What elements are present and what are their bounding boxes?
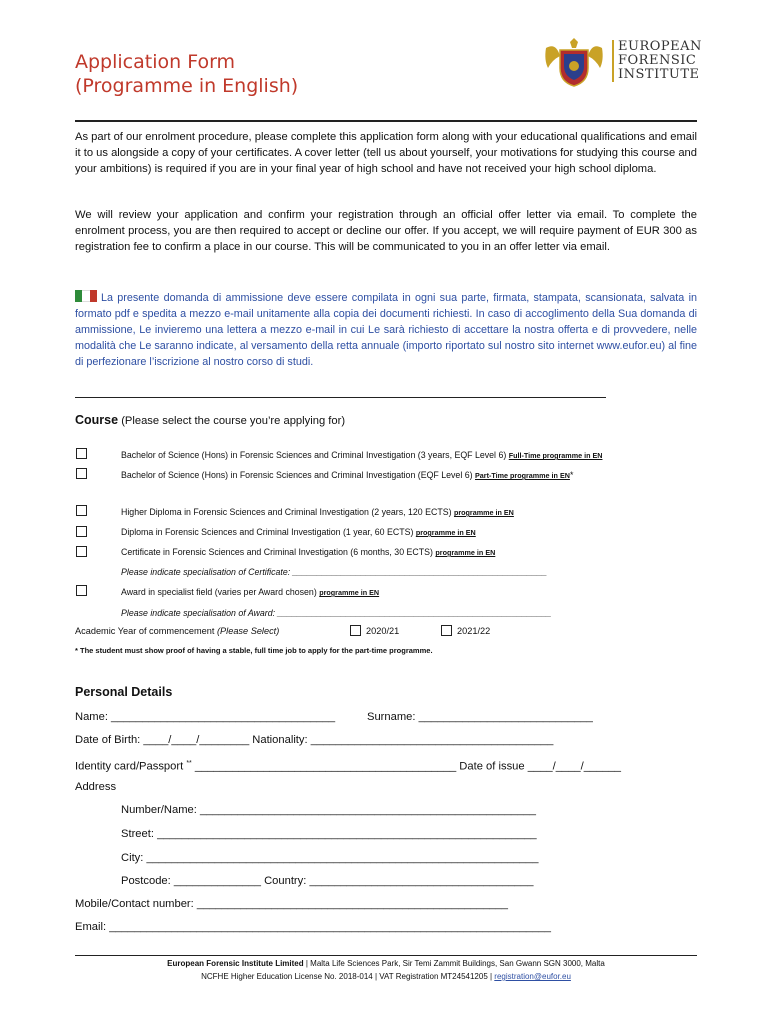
course-option-2 — [121, 469, 573, 482]
institute-logo — [542, 38, 700, 90]
course-option-3-tag: programme in EN — [453, 508, 514, 517]
year-2020-label: 2020/21 — [366, 626, 400, 636]
intro-paragraph-1: As part of our enrolment procedure, please complete this application form along with your educational qualifications and email it to us alongside a copy of your certificates. A cover letter (tell us about yourself, your motivations for studying this course and your ambitions) is required if you are in your final year of high school and have not received your high school diploma. — [75, 131, 697, 175]
award-specialisation-field[interactable]: Please indicate specialisation of Award: ________________________________________________________ — [121, 608, 552, 618]
course-option-2-suffix: * — [569, 470, 574, 480]
course-title: Course — [75, 413, 119, 427]
course-subtitle: (Please select the course you’re applying for) — [121, 415, 346, 427]
footer-company: European Forensic Institute Limited — [167, 959, 304, 968]
logo-line-3: INSTITUTE — [618, 67, 700, 82]
course-option-5-checkbox[interactable] — [76, 546, 87, 557]
footer-address: | Malta Life Sciences Park, Sir Temi Zammit Buildings, San Gwann SGN 3000, Malta — [303, 959, 605, 968]
id-passport-row — [75, 757, 621, 774]
academic-year-row — [75, 626, 279, 636]
course-option-2-checkbox[interactable] — [76, 468, 87, 479]
header-divider — [75, 120, 697, 122]
dob-nationality-field[interactable]: Date of Birth: ____/____/________ Nationality: _______________________________________ — [75, 734, 554, 746]
course-option-2-tag: Part-Time programme in EN — [475, 471, 570, 480]
name-field[interactable]: Name: ____________________________________ — [75, 711, 336, 723]
personal-details-heading: Personal Details — [75, 685, 173, 699]
logo-line-1: EUROPEAN — [618, 39, 702, 54]
footer-line-2 — [75, 971, 697, 983]
footer-divider — [75, 955, 697, 956]
footer-email-link[interactable]: registration@eufor.eu — [494, 972, 571, 981]
course-option-4-label: Diploma in Forensic Sciences and Criminal Investigation (1 year, 60 ECTS) — [121, 527, 414, 537]
page-subtitle: (Programme in English) — [75, 75, 299, 97]
course-option-6-checkbox[interactable] — [76, 585, 87, 596]
certificate-specialisation-field[interactable]: Please indicate specialisation of Certificate: ____________________________________________________ — [121, 567, 548, 577]
course-option-5-label: Certificate in Forensic Sciences and Criminal Investigation (6 months, 30 ECTS) — [121, 547, 433, 557]
academic-year-label: Academic Year of commencement — [75, 626, 215, 636]
footer-line-1 — [75, 958, 697, 970]
footer-license: NCFHE Higher Education License No. 2018-014 | VAT Registration MT24541205 | — [201, 972, 495, 981]
course-heading — [75, 413, 345, 427]
course-option-4 — [121, 526, 476, 539]
postcode-country-field[interactable]: Postcode: ______________ Country: ____________________________________ — [121, 875, 534, 887]
academic-year-hint: (Please Select) — [216, 626, 280, 636]
course-option-3 — [121, 506, 514, 519]
crest-icon — [542, 38, 606, 90]
course-option-1-tag: Full-Time programme in EN — [508, 451, 603, 460]
course-option-1 — [121, 449, 602, 462]
year-2020-checkbox[interactable] — [350, 625, 361, 636]
number-name-field[interactable]: Number/Name: ______________________________________________________ — [121, 804, 536, 816]
course-option-1-checkbox[interactable] — [76, 448, 87, 459]
email-field[interactable]: Email: _______________________________________________________________________ — [75, 921, 551, 933]
logo-line-2: FORENSIC — [618, 53, 697, 68]
course-option-5 — [121, 546, 495, 559]
mobile-field[interactable]: Mobile/Contact number: __________________________________________________ — [75, 898, 508, 910]
city-field[interactable]: City: _______________________________________________________________ — [121, 852, 539, 864]
course-option-1-label: Bachelor of Science (Hons) in Forensic Sciences and Criminal Investigation (3 years, EQF Level 6) — [121, 450, 507, 460]
course-option-3-checkbox[interactable] — [76, 505, 87, 516]
page-title: Application Form — [75, 51, 236, 73]
course-option-5-tag: programme in EN — [435, 548, 496, 557]
year-2021-checkbox[interactable] — [441, 625, 452, 636]
course-option-3-label: Higher Diploma in Forensic Sciences and Criminal Investigation (2 years, 120 ECTS) — [121, 507, 452, 517]
course-option-2-label: Bachelor of Science (Hons) in Forensic Sciences and Criminal Investigation (EQF Level 6) — [121, 470, 473, 480]
italian-divider — [75, 397, 606, 398]
year-2021-label: 2021/22 — [457, 626, 491, 636]
intro-paragraph-2: We will review your application and confirm your registration through an official offer letter via email. To complete the enrolment process, you are then required to accept or decline our offer. If you accept, we will require payment of EUR 300 as registration fee to confirm a place in our course. This will be communicated to you in an offer letter via email. — [75, 209, 697, 253]
course-option-4-tag: programme in EN — [415, 528, 476, 537]
address-label: Address — [75, 781, 117, 793]
course-option-6-label: Award in specialist field (varies per Award chosen) — [121, 587, 317, 597]
course-option-6 — [121, 586, 379, 599]
surname-field[interactable]: Surname: ____________________________ — [367, 711, 593, 723]
part-time-note: * The student must show proof of having a stable, full time job to apply for the part-time programme. — [75, 646, 433, 655]
italian-paragraph: La presente domanda di ammissione deve essere compilata in ogni sua parte, firmata, stampata, scansionata, salvata in formato pdf e spedita a mezzo e-mail unitamente alla copia dei documenti richiesti. In caso di accoglimento della Sua domanda di ammissione, Le invieremo una lettera a mezzo e-mail in cui Le sarà richiesto di accettare la nostra offerta e di provvedere, nelle modalità che Le saranno indicate, al versamento della retta annuale (importo riportato sul nostro sito internet www.eufor.eu) al fine di perfezionare l’iscrizione al nostro corso di studi. — [75, 292, 697, 368]
street-field[interactable]: Street: _____________________________________________________________ — [121, 828, 537, 840]
id-passport-label: Identity card/Passport — [75, 760, 184, 773]
course-option-4-checkbox[interactable] — [76, 526, 87, 537]
course-option-6-tag: programme in EN — [319, 588, 380, 597]
id-passport-field[interactable]: __________________________________________ Date of issue ____/____/______ — [194, 760, 622, 773]
id-passport-mark: ** — [186, 760, 192, 767]
